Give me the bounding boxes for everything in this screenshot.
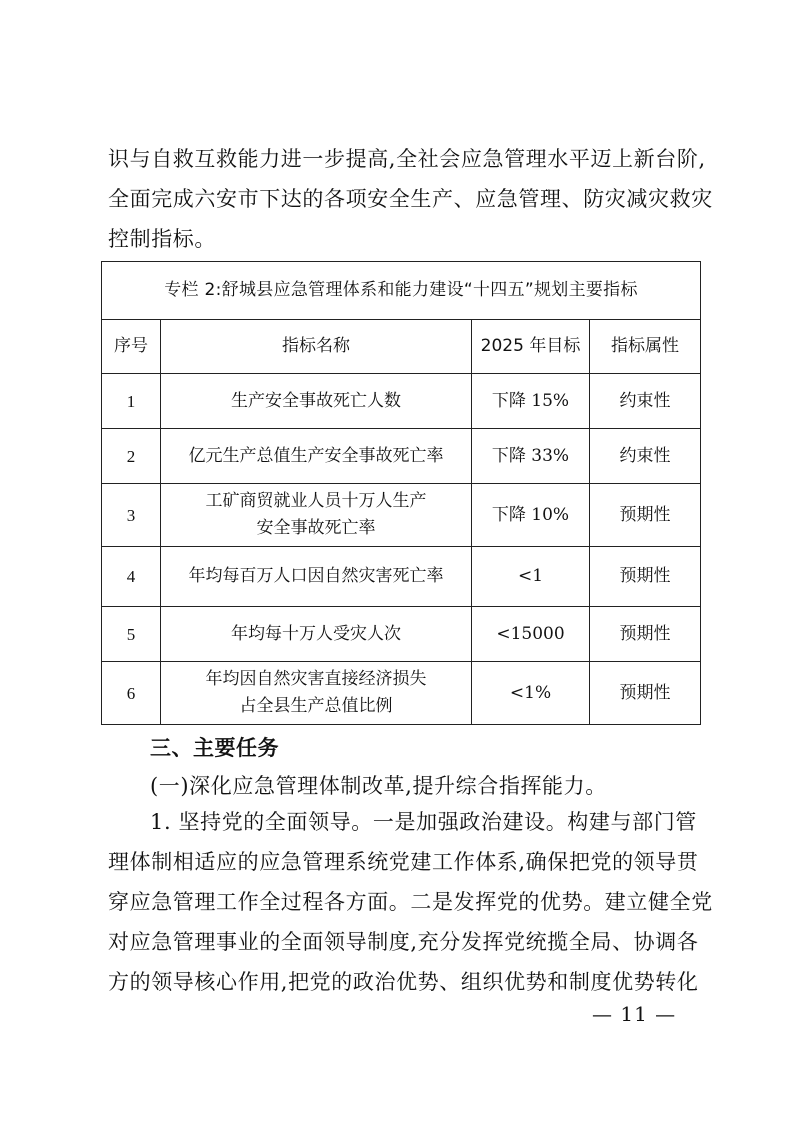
attribute-value: 约束性 bbox=[590, 374, 701, 429]
row-index: 2 bbox=[102, 429, 161, 484]
indicator-name: 年均每十万人受灾人次 bbox=[161, 607, 472, 662]
table-row bbox=[102, 662, 701, 725]
page-number: — 11 — bbox=[592, 1002, 677, 1026]
section-heading: 三、主要任务 bbox=[150, 736, 279, 760]
row-index: 3 bbox=[102, 484, 161, 547]
attribute-value: 预期性 bbox=[590, 484, 701, 547]
intro-line: 全面完成六安市下达的各项安全生产、应急管理、防灾减灾救灾 bbox=[108, 187, 713, 211]
table-row bbox=[102, 484, 701, 547]
table-header-row bbox=[102, 320, 701, 374]
indicator-name: 年均因自然灾害直接经济损失 占全县生产总值比例 bbox=[161, 662, 472, 725]
intro-line: 控制指标。 bbox=[108, 227, 216, 251]
indicator-name: 年均每百万人口因自然灾害死亡率 bbox=[161, 547, 472, 607]
table-row bbox=[102, 607, 701, 662]
column-header-index: 序号 bbox=[102, 320, 161, 374]
intro-paragraph bbox=[108, 139, 713, 259]
column-header-target: 2025 年目标 bbox=[472, 320, 590, 374]
indicator-name: 亿元生产总值生产安全事故死亡率 bbox=[161, 429, 472, 484]
column-header-attribute: 指标属性 bbox=[590, 320, 701, 374]
intro-line: 识与自救互救能力进一步提高,全社会应急管理水平迈上新台阶, bbox=[108, 147, 706, 171]
indicator-table bbox=[101, 261, 701, 725]
body-line: 1. 坚持党的全面领导。一是加强政治建设。构建与部门管 bbox=[150, 810, 697, 834]
row-index: 6 bbox=[102, 662, 161, 725]
table-row bbox=[102, 547, 701, 607]
target-value: 下降 33% bbox=[472, 429, 590, 484]
attribute-value: 约束性 bbox=[590, 429, 701, 484]
target-value: <1 bbox=[472, 547, 590, 607]
attribute-value: 预期性 bbox=[590, 547, 701, 607]
table-row bbox=[102, 374, 701, 429]
row-index: 1 bbox=[102, 374, 161, 429]
attribute-value: 预期性 bbox=[590, 662, 701, 725]
target-value: 下降 10% bbox=[472, 484, 590, 547]
row-index: 4 bbox=[102, 547, 161, 607]
body-paragraph bbox=[108, 802, 713, 1002]
indicator-name: 生产安全事故死亡人数 bbox=[161, 374, 472, 429]
attribute-value: 预期性 bbox=[590, 607, 701, 662]
body-line: 理体制相适应的应急管理系统党建工作体系,确保把党的领导贯 bbox=[108, 850, 699, 874]
table-row bbox=[102, 429, 701, 484]
target-value: 下降 15% bbox=[472, 374, 590, 429]
body-line: 方的领导核心作用,把党的政治优势、组织优势和制度优势转化 bbox=[108, 970, 699, 994]
column-header-name: 指标名称 bbox=[161, 320, 472, 374]
target-value: <15000 bbox=[472, 607, 590, 662]
target-value: <1% bbox=[472, 662, 590, 725]
subsection-heading: (一)深化应急管理体制改革,提升综合指挥能力。 bbox=[150, 774, 607, 798]
indicator-name: 工矿商贸就业人员十万人生产 安全事故死亡率 bbox=[161, 484, 472, 547]
table-caption: 专栏 2:舒城县应急管理体系和能力建设“十四五”规划主要指标 bbox=[102, 262, 701, 320]
body-line: 穿应急管理工作全过程各方面。二是发挥党的优势。建立健全党 bbox=[108, 890, 713, 914]
row-index: 5 bbox=[102, 607, 161, 662]
body-line: 对应急管理事业的全面领导制度,充分发挥党统揽全局、协调各 bbox=[108, 930, 699, 954]
